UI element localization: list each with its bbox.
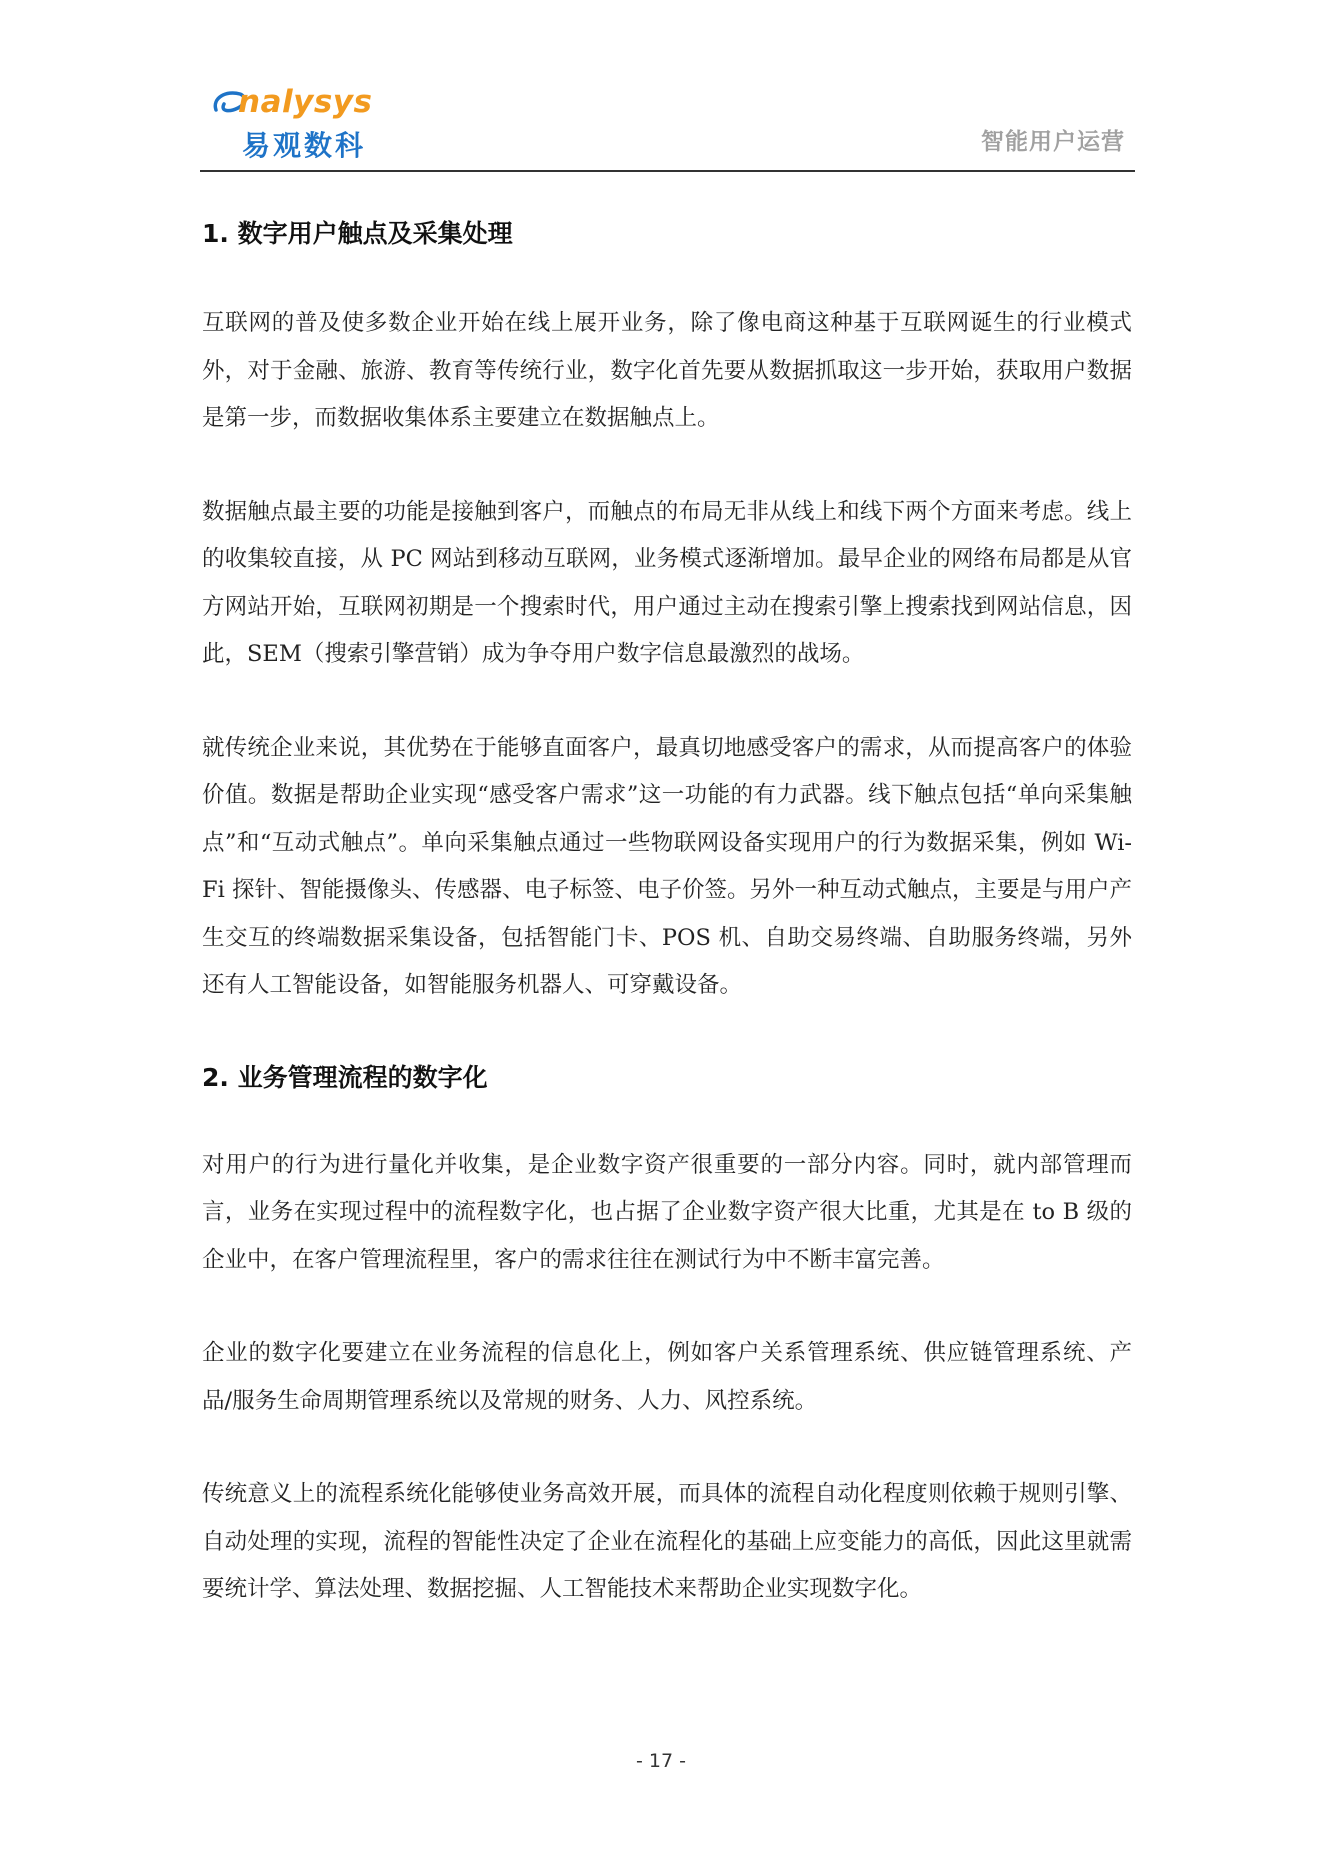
company-logo (210, 84, 380, 164)
section-heading-2: 2. 业务管理流程的数字化 (202, 1062, 488, 1092)
paragraph: 互联网的普及使多数企业开始在线上展开业务，除了像电商这种基于互联网诞生的行业模式外，对于金融、旅游、教育等传统行业，数字化首先要从数据抓取这一步开始，获取用户数据是第一步，而数据收集体系主要建立在数据触点上。 (202, 310, 1132, 431)
paragraph: 对用户的行为进行量化并收集，是企业数字资产很重要的一部分内容。同时，就内部管理而言，业务在实现过程中的流程数字化，也占据了企业数字资产很大比重，尤其是在 to B 级的企业中，在客户管理流程里，客户的需求往往在测试行为中不断丰富完善。 (202, 1151, 1132, 1273)
page-number: - 17 - (636, 1750, 686, 1772)
section-heading-1: 1. 数字用户触点及采集处理 (202, 219, 513, 248)
logo-chinese-text: 易观数科 (242, 129, 367, 162)
page-header (200, 78, 1135, 172)
header-title: 智能用户运营 (981, 129, 1125, 155)
paragraph: 传统意义上的流程系统化能够使业务高效开展，而具体的流程自动化程度则依赖于规则引擎、自动处理的实现，流程的智能性决定了企业在流程化的基础上应变能力的高低，因此这里就需要统计学、算法处理、数据挖掘、人工智能技术来帮助企业实现数字化。 (202, 1481, 1132, 1602)
document-body (202, 212, 1132, 1660)
paragraph: 企业的数字化要建立在业务流程的信息化上，例如客户关系管理系统、供应链管理系统、产品/服务生命周期管理系统以及常规的财务、人力、风控系统。 (202, 1340, 1132, 1414)
paragraph: 数据触点最主要的功能是接触到客户，而触点的布局无非从线上和线下两个方面来考虑。线上的收集较直接，从 PC 网站到移动互联网，业务模式逐渐增加。最早企业的网络布局都是从官方网站开始，互联网初期是一个搜索时代，用户通过主动在搜索引擎上搜索找到网站信息，因此，SEM（搜索引擎营销）成为争夺用户数字信息最激烈的战场。 (202, 498, 1132, 667)
logo-english-text: nalysys (238, 84, 373, 120)
paragraph: 就传统企业来说，其优势在于能够直面客户，最真切地感受客户的需求，从而提高客户的体验价值。数据是帮助企业实现“感受客户需求”这一功能的有力武器。线下触点包括“单向采集触点”和“互动式触点”。单向采集触点通过一些物联网设备实现用户的行为数据采集，例如 Wi-Fi 探针、智能摄像头、传感器、电子标签、电子价签。另外一种互动式触点，主要是与用户产生交互的终端数据采集设备，包括智能门卡、POS 机、自助交易终端、自助服务终端，另外还有人工智能设备，如智能服务机器人、可穿戴设备。 (202, 734, 1132, 998)
